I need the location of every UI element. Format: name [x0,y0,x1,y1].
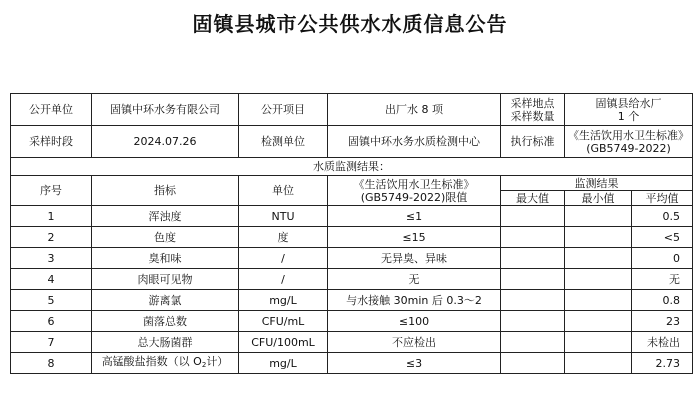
cell-no: 3 [11,248,92,269]
cell-min [565,353,632,374]
cell-max [501,269,565,290]
cell-avg: <5 [632,227,693,248]
cell-limit: ≤3 [328,353,501,374]
std-value [565,126,693,158]
cell-avg: 0.5 [632,206,693,227]
std-value-1: 《生活饮用水卫生标准》 [568,128,689,142]
cell-min [565,290,632,311]
cell-indicator: 色度 [92,227,239,248]
header-row-1 [11,176,693,191]
cell-no: 5 [11,290,92,311]
cell-limit: 无异臭、异味 [328,248,501,269]
cell-unit: CFU/mL [239,311,328,332]
cell-no: 7 [11,332,92,353]
table-row [11,248,693,269]
section-row [11,158,693,176]
dept-value: 固镇中环水务水质检测中心 [328,126,501,158]
cell-unit: mg/L [239,290,328,311]
project-label: 公开项目 [239,94,328,126]
unit-value: 固镇中环水务有限公司 [92,94,239,126]
cell-indicator: 菌落总数 [92,311,239,332]
cell-min [565,269,632,290]
table-row [11,311,693,332]
header-results: 监测结果 [501,176,693,191]
page-title: 固镇县城市公共供水水质信息公告 [192,12,508,36]
unit-label: 公开单位 [11,94,92,126]
site-value-2: 1 个 [617,109,640,123]
cell-avg: 2.73 [632,353,693,374]
cell-unit: CFU/100mL [239,332,328,353]
table-row [11,206,693,227]
cell-max [501,353,565,374]
table-row [11,290,693,311]
indicator-tail: 计） [206,354,229,368]
time-label: 采样时段 [11,126,92,158]
header-limit-2: (GB5749-2022)限值 [360,190,468,204]
cell-limit: 无 [328,269,501,290]
project-value: 出厂水 8 项 [328,94,501,126]
cell-avg: 无 [632,269,693,290]
cell-avg: 0 [632,248,693,269]
cell-indicator: 游离氯 [92,290,239,311]
cell-unit: / [239,248,328,269]
info-row-1 [11,94,693,126]
cell-indicator: 肉眼可见物 [92,269,239,290]
table-row [11,269,693,290]
cell-unit: NTU [239,206,328,227]
cell-indicator: 臭和味 [92,248,239,269]
header-unit: 单位 [239,176,328,206]
cell-min [565,206,632,227]
cell-max [501,248,565,269]
site-label [501,94,565,126]
header-max: 最大值 [501,191,565,206]
cell-max [501,290,565,311]
header-limit-1: 《生活饮用水卫生标准》 [353,177,475,191]
section-title: 水质监测结果： [11,158,693,176]
cell-no: 8 [11,353,92,374]
cell-min [565,332,632,353]
cell-indicator: 总大肠菌群 [92,332,239,353]
header-min: 最小值 [565,191,632,206]
water-quality-table [10,93,693,374]
site-label-1: 采样地点 [510,96,555,110]
cell-min [565,227,632,248]
cell-no: 1 [11,206,92,227]
cell-min [565,248,632,269]
table-row [11,353,693,374]
cell-min [565,311,632,332]
cell-indicator [92,353,239,374]
cell-unit: mg/L [239,353,328,374]
cell-limit: 与水接触 30min 后 0.3～2 [328,290,501,311]
cell-avg: 23 [632,311,693,332]
info-row-2 [11,126,693,158]
data-rows [11,206,693,374]
cell-max [501,311,565,332]
header-limit [328,176,501,206]
header-avg: 平均值 [632,191,693,206]
table-row [11,227,693,248]
indicator-subscript: 2 [201,360,207,369]
cell-avg: 0.8 [632,290,693,311]
std-label: 执行标准 [501,126,565,158]
cell-max [501,206,565,227]
time-value: 2024.07.26 [92,126,239,158]
table-row [11,332,693,353]
std-value-2: (GB5749-2022) [586,141,671,155]
cell-limit: ≤1 [328,206,501,227]
cell-max [501,227,565,248]
site-value [565,94,693,126]
cell-limit: ≤100 [328,311,501,332]
cell-max [501,332,565,353]
cell-indicator: 浑浊度 [92,206,239,227]
cell-unit: / [239,269,328,290]
indicator-text: 高锰酸盐指数（以 O [101,354,202,368]
site-value-1: 固镇县给水厂 [595,96,662,110]
cell-no: 2 [11,227,92,248]
dept-label: 检测单位 [239,126,328,158]
cell-limit: ≤15 [328,227,501,248]
cell-limit: 不应检出 [328,332,501,353]
cell-no: 4 [11,269,92,290]
cell-no: 6 [11,311,92,332]
header-no: 序号 [11,176,92,206]
cell-unit: 度 [239,227,328,248]
cell-avg: 未检出 [632,332,693,353]
site-label-2: 采样数量 [510,109,555,123]
header-indicator: 指标 [92,176,239,206]
